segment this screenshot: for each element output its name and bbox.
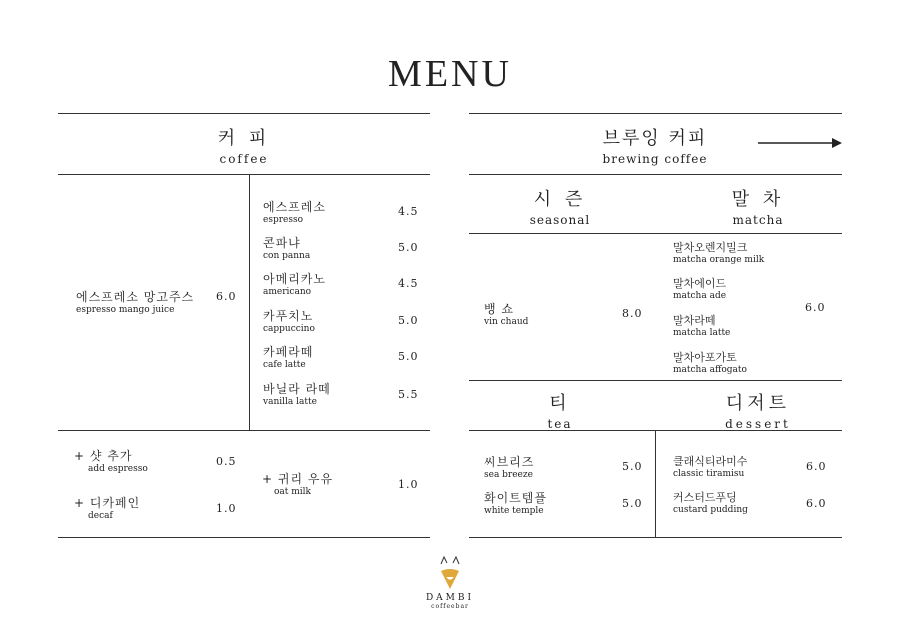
divider	[58, 537, 430, 538]
item-name-en: vin chaud	[484, 317, 529, 327]
item-name-ko: + 디카페인	[74, 496, 141, 510]
item-name-ko: 에스프레소 망고주스	[76, 290, 195, 304]
item-name-en: white temple	[484, 506, 544, 516]
fox-logo-icon	[438, 555, 462, 593]
item-name-en: sea breeze	[484, 470, 533, 480]
item-price: 5.5	[398, 388, 419, 401]
item-name-en: matcha affogato	[673, 365, 747, 375]
item-price: 6.0	[216, 290, 237, 303]
divider	[58, 174, 430, 175]
dessert-title-en: dessert	[725, 417, 791, 431]
item-name-en: cafe latte	[263, 360, 306, 370]
divider	[469, 113, 842, 114]
addon-item	[74, 494, 140, 521]
item-price: 5.0	[622, 460, 643, 473]
item-name-ko: + 귀리 우유	[262, 472, 334, 486]
menu-item	[484, 453, 534, 480]
menu-item	[263, 234, 310, 261]
item-name-ko: 뱅 쇼	[484, 302, 514, 316]
item-price: 5.0	[398, 241, 419, 254]
page-title: MENU	[388, 53, 512, 95]
item-price: 1.0	[398, 478, 419, 491]
brewing-title-en: brewing coffee	[602, 152, 708, 166]
item-name-en: espresso mango juice	[76, 305, 175, 315]
addon-item	[262, 470, 333, 497]
divider	[249, 174, 250, 430]
divider	[469, 233, 842, 234]
menu-item	[484, 300, 528, 327]
menu-item	[484, 489, 547, 516]
item-name-en: matcha latte	[673, 328, 731, 338]
item-name-en: custard pudding	[673, 505, 748, 515]
tea-title-en: tea	[547, 417, 573, 431]
divider	[58, 430, 430, 431]
divider	[469, 537, 842, 538]
item-price: 6.0	[805, 301, 826, 314]
item-price: 1.0	[216, 502, 237, 515]
item-name-ko: 콘파냐	[263, 236, 301, 250]
menu-item	[673, 239, 764, 265]
item-name-en: classic tiramisu	[673, 469, 745, 479]
brewing-header	[560, 124, 750, 166]
item-name-en: espresso	[263, 215, 303, 225]
menu-item	[673, 453, 747, 479]
item-name-en: oat milk	[274, 487, 312, 497]
coffee-title-en: coffee	[219, 152, 269, 166]
seasonal-title-en: seasonal	[529, 213, 591, 227]
menu-item	[673, 349, 747, 375]
brewing-title-ko: 브루잉 커피	[602, 128, 708, 149]
brand-subtitle: coffeebar	[431, 603, 469, 610]
item-name-ko: 말차라떼	[673, 314, 716, 327]
item-price: 5.0	[398, 350, 419, 363]
item-name-ko: + 샷 추가	[74, 449, 133, 463]
item-name-ko: 말차오렌지밀크	[673, 241, 748, 254]
item-name-en: vanilla latte	[263, 397, 317, 407]
coffee-title-ko: 커 피	[217, 128, 271, 149]
menu-item	[263, 270, 326, 297]
addon-item	[74, 447, 148, 474]
item-name-en: decaf	[88, 511, 113, 521]
item-price: 5.0	[398, 314, 419, 327]
coffee-header	[58, 124, 430, 166]
item-name-en: add espresso	[88, 464, 148, 474]
item-name-ko: 씨브리즈	[484, 455, 535, 469]
item-name-ko: 에스프레소	[263, 200, 326, 214]
menu-item	[263, 380, 331, 407]
item-name-ko: 클래식티라미수	[673, 455, 748, 468]
matcha-title-ko: 말 차	[731, 189, 785, 210]
matcha-title-en: matcha	[732, 213, 784, 227]
item-name-ko: 말차에이드	[673, 277, 727, 290]
brand-name: DAMBI	[425, 593, 475, 603]
item-price: 4.5	[398, 205, 419, 218]
item-price: 0.5	[216, 455, 237, 468]
item-name-en: cappuccino	[263, 324, 315, 334]
dessert-header	[688, 389, 828, 431]
item-price: 6.0	[806, 497, 827, 510]
tea-title-ko: 티	[549, 393, 571, 414]
item-name-ko: 말차아포가토	[673, 351, 737, 364]
item-name-ko: 카페라떼	[263, 345, 314, 359]
menu-item	[263, 343, 313, 370]
divider	[58, 113, 430, 114]
item-price: 5.0	[622, 497, 643, 510]
seasonal-header	[490, 185, 630, 227]
item-name-en: matcha orange milk	[673, 255, 765, 265]
dessert-title-ko: 디저트	[725, 393, 791, 414]
menu-item	[76, 288, 194, 315]
item-name-en: con panna	[263, 251, 311, 261]
divider	[655, 430, 656, 537]
menu-item	[673, 489, 748, 515]
item-price: 8.0	[622, 307, 643, 320]
arrow-right-icon	[758, 136, 844, 150]
brand-logo	[410, 555, 490, 610]
menu-item	[263, 198, 326, 225]
item-name-en: americano	[263, 287, 312, 297]
item-name-ko: 화이트템플	[484, 491, 547, 505]
tea-header	[490, 389, 630, 431]
item-price: 6.0	[806, 460, 827, 473]
item-name-ko: 카푸치노	[263, 309, 314, 323]
menu-item	[673, 275, 726, 301]
item-name-ko: 커스터드푸딩	[673, 491, 737, 504]
menu-item	[673, 312, 730, 338]
divider	[469, 174, 842, 175]
menu-item	[263, 307, 315, 334]
item-price: 4.5	[398, 277, 419, 290]
item-name-en: matcha ade	[673, 291, 727, 301]
seasonal-title-ko: 시 즌	[533, 189, 587, 210]
item-name-ko: 바닐라 라떼	[263, 382, 331, 396]
item-name-ko: 아메리카노	[263, 272, 326, 286]
matcha-header	[688, 185, 828, 227]
divider	[469, 380, 842, 381]
